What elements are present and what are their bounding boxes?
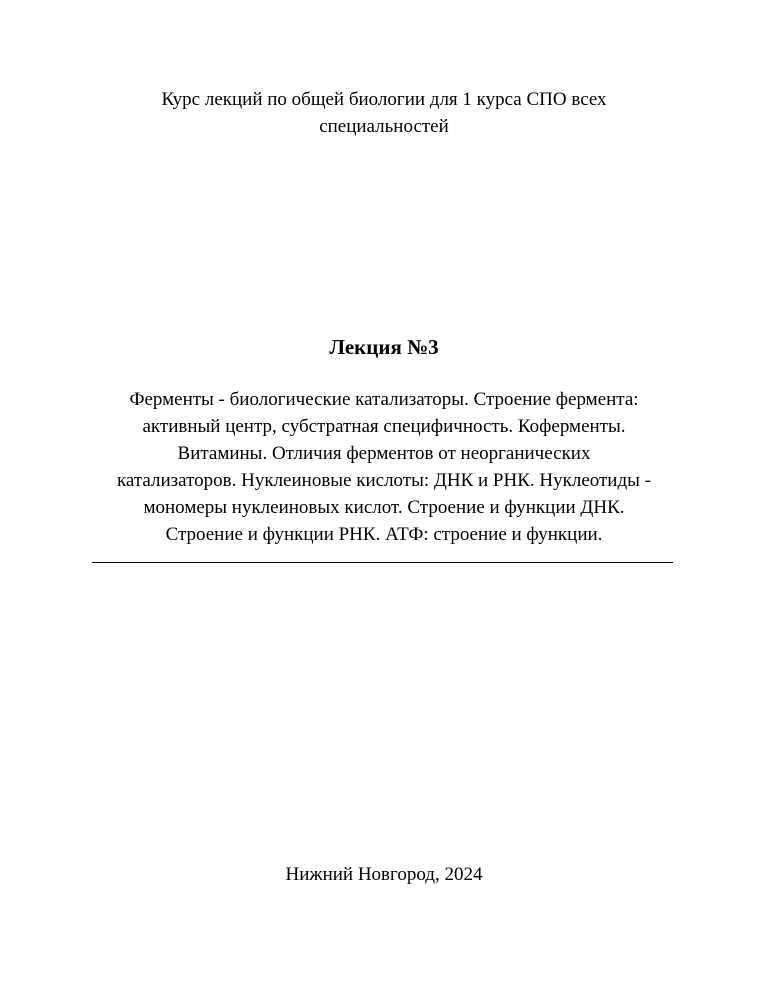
topic-line-6: Строение и функции РНК. АТФ: строение и функции. bbox=[165, 524, 603, 545]
topic-line-1: Ферменты - биологические катализаторы. Строение фермента: bbox=[129, 389, 639, 410]
course-header-line-1: Курс лекций по общей биологии для 1 курса СПО всех bbox=[161, 89, 607, 110]
topic-line-2: активный центр, субстратная специфичность. Коферменты. bbox=[142, 416, 626, 437]
topic-line-3: Витамины. Отличия ферментов от неорганических bbox=[177, 443, 591, 464]
course-header-line-2: специальностей bbox=[319, 116, 449, 137]
lecture-title: Лекция №3 bbox=[329, 335, 439, 359]
divider-line bbox=[92, 562, 673, 563]
topic-line-4: катализаторов. Нуклеиновые кислоты: ДНК и РНК. Нуклеотиды - bbox=[116, 470, 651, 491]
topic-line-5: мономеры нуклеиновых кислот. Строение и функции ДНК. bbox=[143, 497, 625, 518]
place-year: Нижний Новгород, 2024 bbox=[285, 864, 483, 885]
course-header bbox=[100, 86, 668, 140]
lecture-topics bbox=[80, 386, 688, 548]
